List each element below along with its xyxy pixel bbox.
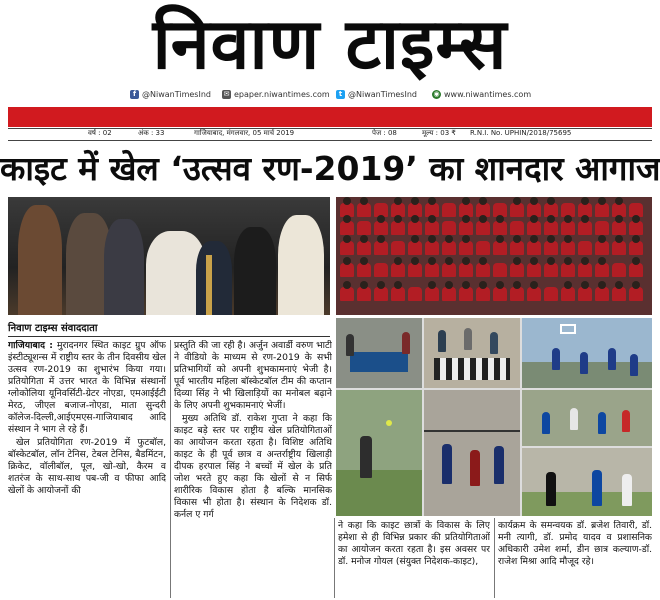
newspaper-title: निवाण टाइम्स [152,3,508,85]
tennis-photo [336,390,422,516]
paragraph [8,340,166,436]
issue-number: अंक : 33 [138,129,165,137]
lamp-lighting-photo [8,197,330,315]
masthead [0,0,660,88]
byline: निवाण टाइम्स संवाददाता [8,321,330,337]
article-column-4 [498,520,652,598]
auditorium-photo [336,197,652,315]
twitter-handle: @NiwanTimesInd [348,90,417,99]
facebook-handle: @NiwanTimesInd [142,90,211,99]
globe-icon: ◉ [433,90,440,98]
email-icon: ✉ [223,90,230,98]
rni-number: R.N.I. No. UPHIN/2018/75695 [470,129,572,137]
issue-year: वर्ष : 02 [88,129,112,137]
red-banner-bar [8,107,652,127]
paragraph: खेल प्रतियोगिता रण-2019 में फुटबॉल, बॉस्केटबॉल, लॉन टेनिस, टेबल टेनिस, बैडमिंटन, क्रिकेट, वॉलीबॉल, पूल, खो-खो, कैरम व शतरंज के साथ-साथ पब-जी व फीफा आदि खेलों के आयोजनों की [8,437,166,496]
twitter-icon: t [336,90,345,99]
chess-photo [424,318,520,388]
dateline: गाजियाबाद : [8,340,53,351]
facebook-icon: f [130,90,139,99]
paragraph: ने कहा कि काइट छात्रों के विकास के लिए हमेशा से ही विभिन्न प्रकार की प्रतियोगिताओं का आयोजन करता रहता है। इस अवसर पर डॉ. मनोज गोयल (संयुक्त निदेशक-काइट), [338,520,490,567]
issue-pages: पेज : 08 [372,129,397,137]
paragraph: मुख्य अतिथि डॉ. राकेश गुप्ता ने कहा कि काइट बड़े स्तर पर राष्ट्रीय खेल प्रतियोगिताओं का आयोजन करता रहता है। विशिष्ट अतिथि काइट के ही पूर्व छात्र व अन्तर्राष्ट्रीय खिलाड़ी दीपक हरपाल सिंह ने बच्चों में खेल के प्रति जोश भरते हुए कहा कि खेलों से न सिर्फ शारीरिक विकास होता है बल्कि मानसिक विकास भी होता है। संस्थान के निदेशक डॉ. कर्नल ए गर्ग [174,413,332,520]
issue-info-bar [8,129,652,139]
headline: काइट में खेल ‘उत्सव रण-2019’ का शानदार आगाज [0,149,660,188]
column-divider [170,340,171,598]
paragraph-text: मुरादनगर स्थित काइट ग्रुप ऑफ इंस्टीट्यूशन्स में राष्ट्रीय स्तर के तीन दिवसीय खेल उत्सव रण-2019 का शुभारंभ किया गया। प्रतियोगिता में उत्तर भारत के विभिन्न संस्थानों ग्लोकोलिया यूनिवर्सिटी-ग्रेटर नोएडा, एमआईईटी मेरठ, जीएल बजाज-नोएडा, माता सुन्दरी कॉलेज-दिल्ली,आईएमएस-गाजियाबाद आदि संस्थान ने भाग ले रहे हैं। [8,340,166,435]
website-url: www.niwantimes.com [444,90,532,99]
divider-bottom [8,140,652,141]
column-divider [334,518,335,598]
article-column-2 [174,340,332,598]
twitter-link[interactable] [336,90,417,99]
basketball-photo [522,318,652,388]
football-photo [522,390,652,446]
epaper-link[interactable] [222,90,330,99]
issue-price: मूल्य : 03 ₹ [422,129,456,137]
volleyball-photo [424,390,520,516]
table-tennis-photo [336,318,422,388]
epaper-url: epaper.niwantimes.com [234,90,330,99]
article-column-3 [338,520,490,598]
football-match-photo [522,448,652,516]
article-column-1 [8,340,166,598]
paragraph: प्रस्तुति की जा रही है। अर्जुन अवार्डी वरुण भाटी ने वीडियो के माध्यम से रण-2019 के सभी प्रतिभागियों को अपनी शुभकामनाएं भेजी है। पूर्व भारतीय महिला बॉस्केटबॉल टीम की कप्तान दिव्या सिंह ने भी खिलाड़ियों का मनोबल बढ़ाने के लिए अपनी शुभकामनाएं भेजीं। [174,340,332,411]
facebook-link[interactable] [130,90,211,99]
social-links-strip [0,90,660,104]
website-link[interactable] [432,90,531,99]
column-divider [494,518,495,598]
issue-place-date: गाजियाबाद, मंगलवार, 05 मार्च 2019 [194,129,295,137]
sports-collage [336,318,652,516]
paragraph: कार्यक्रम के समन्वयक डॉ. ब्रजेश तिवारी, डॉ. मनी त्यागी, डॉ. प्रमोद यादव व प्रशासनिक अधिकारी उमेश शर्मा, डीन छात्र कल्याण-डॉ. राजेश मिश्रा आदि मौजूद रहे। [498,520,652,567]
